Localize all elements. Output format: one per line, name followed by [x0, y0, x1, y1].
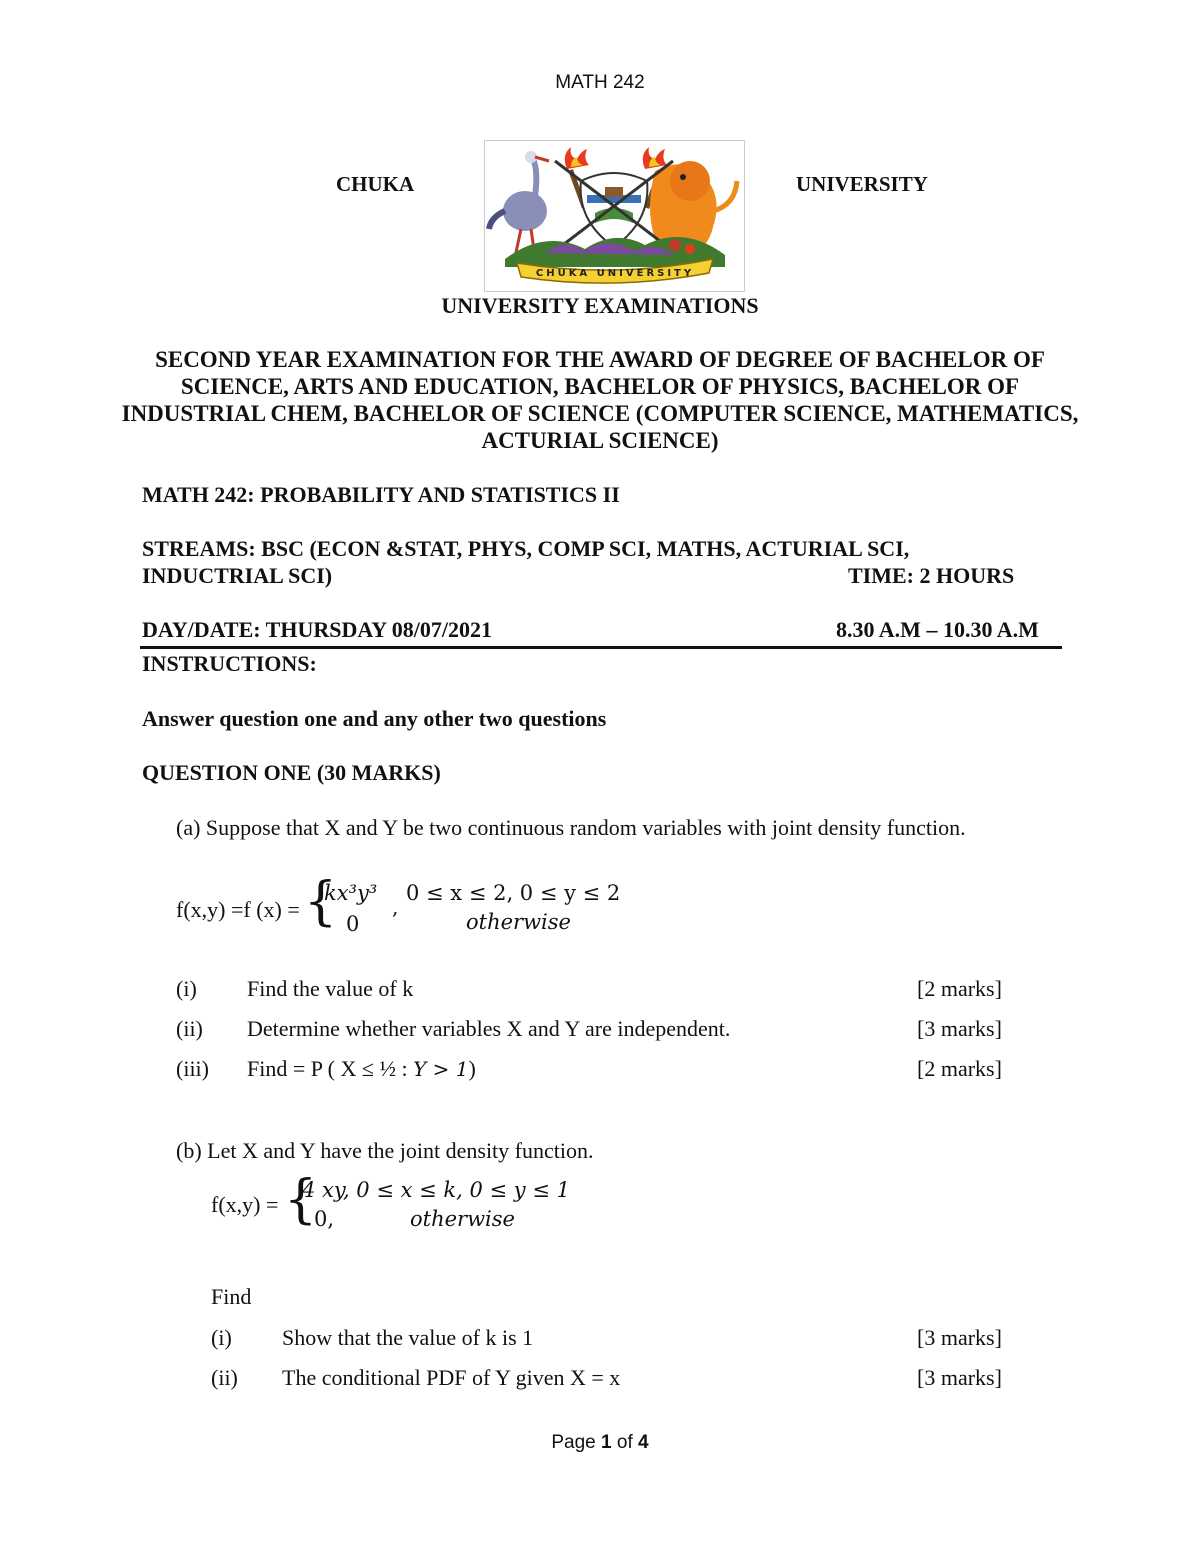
header-divider [140, 646, 1062, 649]
q1b-find: Find [211, 1284, 252, 1309]
crest-icon [485, 141, 744, 291]
course-title: MATH 242: PROBABILITY AND STATISTICS II [142, 482, 620, 507]
time-range: 8.30 A.M – 10.30 A.M [836, 617, 1039, 642]
masthead-left: CHUKA [336, 172, 415, 196]
q1b-brace: { [284, 1170, 318, 1230]
q1a-brace: { [304, 872, 338, 932]
q1a-function-lhs: f(x,y) =f (x) = [176, 897, 300, 922]
q1b-intro: (b) Let X and Y have the joint density function. [176, 1138, 594, 1163]
q1a-case1-cond: 0 ≤ x ≤ 2, 0 ≤ y ≤ 2 [406, 881, 621, 905]
q1b-part-marks: [3 marks] [917, 1325, 1002, 1350]
q1a-part-marks: [2 marks] [917, 1056, 1002, 1081]
exam-duration: TIME: 2 HOURS [848, 563, 1015, 588]
logo-banner-text: CHUKA UNIVERSITY [535, 268, 695, 279]
q1a-part-num: (i) [176, 976, 197, 1001]
q1a-part-marks: [3 marks] [917, 1016, 1002, 1041]
q1a-part-text: Determine whether variables X and Y are independent. [247, 1016, 731, 1041]
q1a-case2-expr: 0 [346, 912, 360, 936]
q1b-case2-cond: otherwise [410, 1207, 515, 1231]
q1a-part-text: Find the value of k [247, 976, 414, 1001]
q1b-part-num: (i) [211, 1325, 232, 1350]
q1a-case1-expr: kx³y³ [324, 881, 378, 905]
question-one-heading: QUESTION ONE (30 MARKS) [142, 760, 441, 785]
q1b-part-marks: [3 marks] [917, 1365, 1002, 1390]
streams-line-2: INDUCTRIAL SCI) [142, 563, 333, 588]
q1a-part-num: (iii) [176, 1056, 209, 1081]
day-date: DAY/DATE: THURSDAY 08/07/2021 [142, 617, 493, 642]
q1a-part-text: Find = P ( X ≤ ½ : Y > 1) [247, 1056, 476, 1081]
q1b-function-lhs: f(x,y) = [211, 1192, 279, 1217]
q1a-part-marks: [2 marks] [917, 976, 1002, 1001]
q1b-case1: 4 xy, 0 ≤ x ≤ k, 0 ≤ y ≤ 1 [302, 1178, 570, 1202]
q1a-case2-cond: otherwise [466, 910, 571, 934]
q1a-part-num: (ii) [176, 1016, 203, 1041]
instruction-text: Answer question one and any other two questions [142, 706, 607, 731]
q1b-case2-expr: 0, [314, 1207, 335, 1231]
masthead-right: UNIVERSITY [796, 172, 928, 196]
q1b-part-text: The conditional PDF of Y given X = x [282, 1365, 621, 1390]
q1a-comma: , [392, 895, 399, 919]
streams-line-1: STREAMS: BSC (ECON &STAT, PHYS, COMP SCI, MATHS, ACTURIAL SCI, [142, 536, 910, 561]
exam-heading: UNIVERSITY EXAMINATIONS [441, 293, 759, 318]
q1b-part-num: (ii) [211, 1365, 238, 1390]
q1b-part-text: Show that the value of k is 1 [282, 1325, 534, 1350]
instructions-label: INSTRUCTIONS: [142, 651, 317, 676]
page-number: Page 1 of 4 [551, 1432, 649, 1453]
q1a-intro: (a) Suppose that X and Y be two continuous random variables with joint density function. [176, 815, 966, 840]
university-logo [484, 140, 745, 292]
award-title: SECOND YEAR EXAMINATION FOR THE AWARD OF DEGREE OF BACHELOR OF SCIENCE, ARTS AND EDUCATION, BACHELOR OF PHYSICS, BACHELOR OF INDUSTRIAL CHEM, BACHELOR OF SCIENCE (COMPUTER SCIENCE, MATHEMATICS, ACTURIAL SCIENCE) [121, 347, 1079, 453]
running-header: MATH 242 [555, 72, 645, 93]
